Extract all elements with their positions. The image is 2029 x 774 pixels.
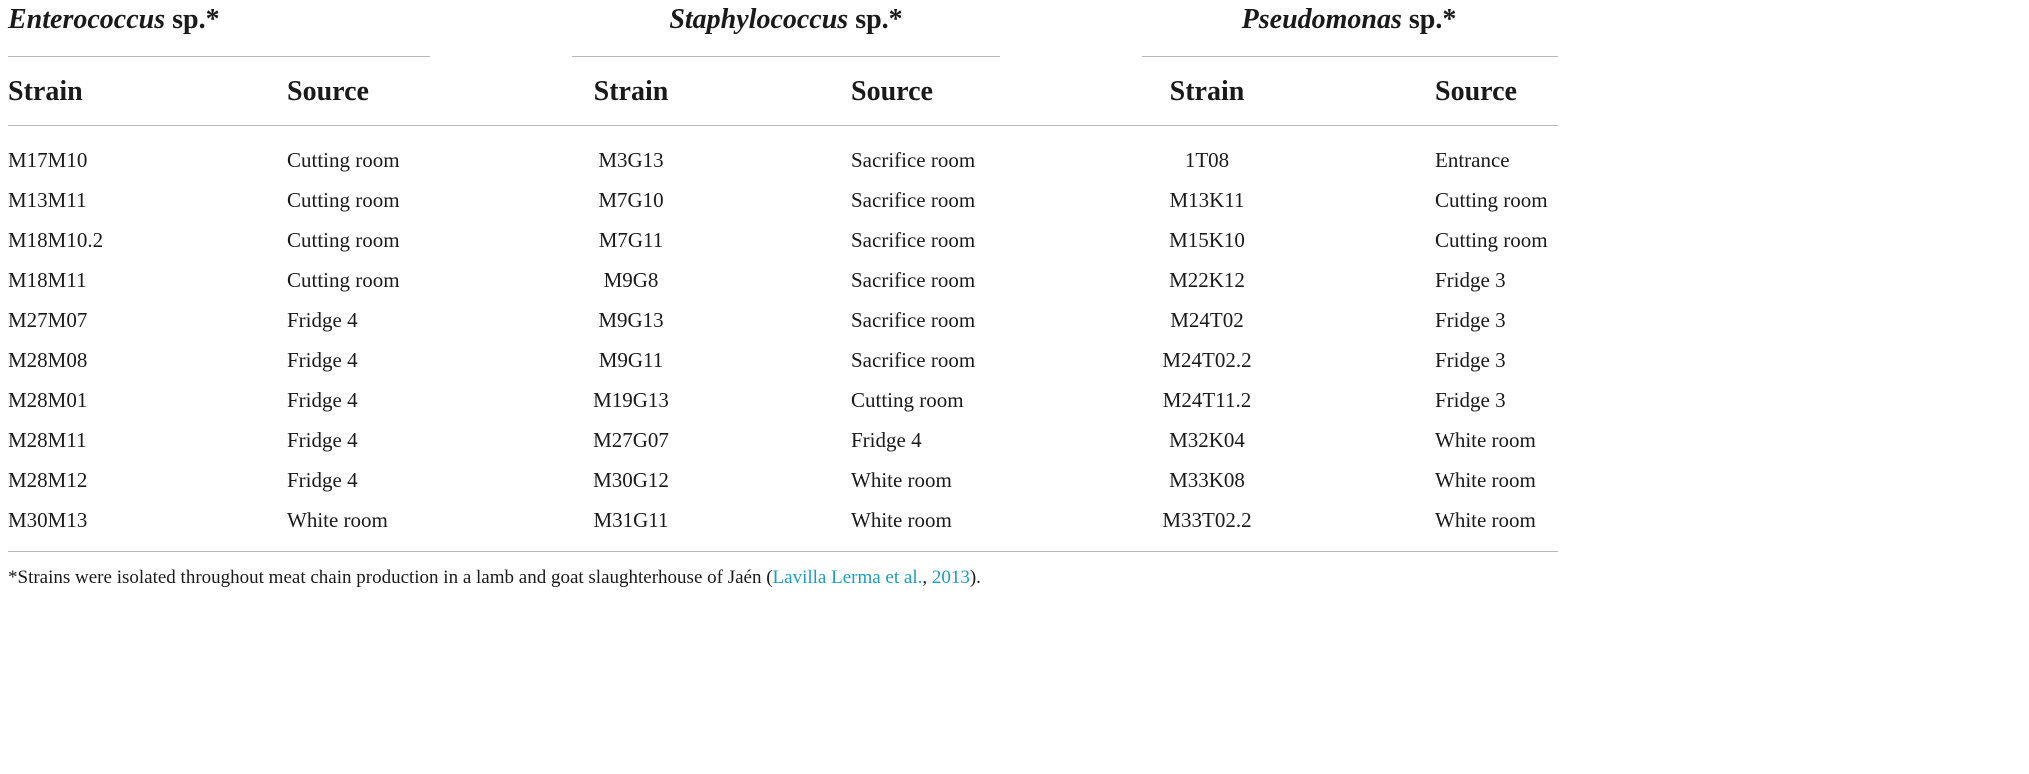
strain-cell: M9G11 [598, 348, 664, 372]
source-cell: Fridge 3 [1435, 388, 1506, 412]
strain-cell: M27M07 [8, 308, 88, 332]
citation-authors-link[interactable]: Lavilla Lerma et al. [772, 567, 923, 588]
source-cell: Fridge 3 [1435, 308, 1506, 332]
source-cell: Fridge 4 [851, 428, 922, 452]
group-rule-staphylococcus [572, 56, 1000, 57]
source-cell: Fridge 3 [1435, 348, 1506, 372]
strain-cell: M7G10 [598, 188, 664, 212]
group-rule-pseudomonas [1142, 56, 1558, 57]
table-bottom-rule [8, 551, 1558, 552]
source-cell: Entrance [1435, 148, 1510, 172]
source-cell: Cutting room [1435, 228, 1548, 252]
strain-cell: M28M12 [8, 468, 88, 492]
strain-cell: M24T02.2 [1162, 348, 1252, 372]
source-cell: Sacrifice room [851, 188, 976, 212]
source-cell: Cutting room [287, 268, 400, 292]
strain-cell: M18M11 [8, 268, 87, 292]
source-cell: Fridge 4 [287, 468, 358, 492]
citation-year-link[interactable]: 2013 [931, 567, 970, 588]
source-cell: White room [287, 508, 388, 532]
strain-cell: M24T02 [1170, 308, 1244, 332]
source-cell: Cutting room [1435, 188, 1548, 212]
group-title-pseudomonas: Pseudomonas sp.* [1241, 4, 1457, 35]
col-header-source-1: Source [287, 76, 369, 107]
strain-cell: M7G11 [598, 228, 664, 252]
strain-cell: M17M10 [8, 148, 88, 172]
strain-cell: M33K08 [1169, 468, 1245, 492]
header-rule [8, 125, 1558, 126]
source-cell: White room [1435, 508, 1536, 532]
strain-cell: M30G12 [593, 468, 669, 492]
source-cell: Fridge 3 [1435, 268, 1506, 292]
col-header-strain-2: Strain [593, 76, 669, 107]
group-title-staphylococcus: Staphylococcus sp.* [669, 4, 903, 35]
strain-cell: M30M13 [8, 508, 88, 532]
strain-cell: M9G13 [598, 308, 664, 332]
strain-cell: M15K10 [1169, 228, 1245, 252]
source-cell: Cutting room [851, 388, 964, 412]
strain-cell: M31G11 [593, 508, 669, 532]
strain-cell: M13K11 [1169, 188, 1245, 212]
col-header-strain-1: Strain [8, 76, 83, 107]
strain-cell: M19G13 [593, 388, 669, 412]
source-cell: Fridge 4 [287, 348, 358, 372]
strain-cell: M13M11 [8, 188, 87, 212]
strain-cell: M3G13 [598, 148, 664, 172]
source-cell: Sacrifice room [851, 308, 976, 332]
source-cell: Cutting room [287, 228, 400, 252]
source-cell: White room [851, 468, 952, 492]
source-cell: Cutting room [287, 188, 400, 212]
col-header-source-2: Source [851, 76, 933, 107]
source-cell: Fridge 4 [287, 388, 358, 412]
source-cell: White room [851, 508, 952, 532]
strain-cell: M18M10.2 [8, 228, 104, 252]
strain-cell: 1T08 [1184, 148, 1230, 172]
source-cell: Cutting room [287, 148, 400, 172]
source-cell: Sacrifice room [851, 348, 976, 372]
strain-cell: M28M08 [8, 348, 88, 372]
group-title-enterococcus: Enterococcus sp.* [8, 4, 220, 35]
strain-cell: M28M01 [8, 388, 88, 412]
table-footnote: *Strains were isolated throughout meat chain production in a lamb and goat slaughterhouse of Jaén (Lavilla Lerma et al., 2013). [8, 567, 981, 588]
strain-cell: M22K12 [1169, 268, 1245, 292]
strain-cell: M32K04 [1169, 428, 1245, 452]
strain-cell: M33T02.2 [1162, 508, 1252, 532]
source-cell: Sacrifice room [851, 268, 976, 292]
source-cell: Fridge 4 [287, 428, 358, 452]
source-cell: Sacrifice room [851, 228, 976, 252]
col-header-strain-3: Strain [1169, 76, 1245, 107]
strain-cell: M28M11 [8, 428, 87, 452]
col-header-source-3: Source [1435, 76, 1517, 107]
strain-cell: M27G07 [593, 428, 669, 452]
group-rule-enterococcus [8, 56, 430, 57]
source-cell: White room [1435, 428, 1536, 452]
strain-cell: M24T11.2 [1162, 388, 1252, 412]
source-cell: Sacrifice room [851, 148, 976, 172]
source-cell: Fridge 4 [287, 308, 358, 332]
source-cell: White room [1435, 468, 1536, 492]
strain-cell: M9G8 [603, 268, 659, 292]
